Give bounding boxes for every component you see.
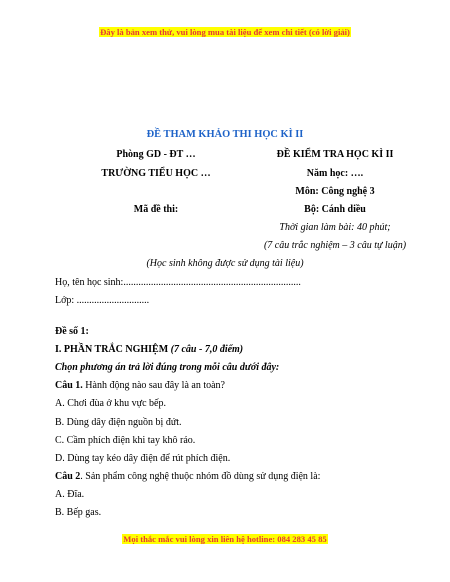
section1-heading [55, 343, 243, 356]
section1-instruction: Chọn phương án trả lời đúng trong mỗi câu dưới đây: [55, 362, 280, 373]
question-2 [55, 470, 320, 483]
preview-banner [0, 26, 450, 39]
question-2-label: Câu 2 [55, 471, 81, 482]
preview-banner-text: Đây là bản xem thử, vui lòng mua tài liệu để xem chi tiết (có lời giải) [100, 27, 350, 37]
question-2-text: . Sản phẩm công nghệ thuộc nhóm đồ dùng sử dụng điện là: [80, 471, 321, 482]
school-year: Năm học: …. [306, 168, 364, 179]
section1-points: (7 câu - 7,0 điểm) [170, 344, 244, 355]
question-1 [55, 379, 225, 392]
question-1-option-d: D. Dùng tay kéo dây điện để rút phích điện. [55, 453, 231, 464]
duration-label: Thời gian làm bài: 40 phút; [279, 222, 391, 233]
question-1-text: Hành động nào sau đây là an toàn? [82, 380, 225, 391]
exam-number: Đề số 1: [55, 326, 89, 337]
book-label: Bộ: Cánh diều [304, 204, 366, 215]
school-label: TRƯỜNG TIỂU HỌC … [101, 168, 211, 179]
section1-title: I. PHẦN TRẮC NGHIỆM [55, 344, 169, 355]
hotline-footer [0, 533, 450, 546]
question-1-label: Câu 1. [55, 380, 83, 391]
question-2-option-b: B. Bếp gas. [55, 507, 102, 518]
hotline-footer-text: Mọi thắc mắc vui lòng xin liên hệ hotline: 084 283 45 85 [123, 534, 327, 544]
structure-label: (7 câu trắc nghiệm – 3 câu tự luận) [263, 240, 407, 251]
no-materials-note: (Học sinh không được sử dụng tài liệu) [146, 258, 304, 269]
exam-code-label: Mã đề thi: [133, 204, 179, 215]
question-1-option-a: A. Chơi đùa ở khu vực bếp. [55, 398, 166, 409]
department-label: Phòng GD - ĐT … [116, 149, 196, 160]
document-title: ĐỀ THAM KHẢO THI HỌC KÌ II [146, 129, 304, 140]
exam-name: ĐỀ KIỂM TRA HỌC KÌ II [276, 149, 394, 160]
subject-label: Môn: Công nghệ 3 [295, 186, 375, 197]
question-1-option-b: B. Dùng dây điện nguồn bị đứt. [55, 417, 182, 428]
student-class-field: Lớp: ............................. [55, 295, 150, 306]
question-1-option-c: C. Cầm phích điện khi tay khô ráo. [55, 435, 196, 446]
student-name-field: Họ, tên học sinh:....................................................................... [55, 277, 301, 288]
question-2-option-a: A. Đĩa. [55, 489, 85, 500]
